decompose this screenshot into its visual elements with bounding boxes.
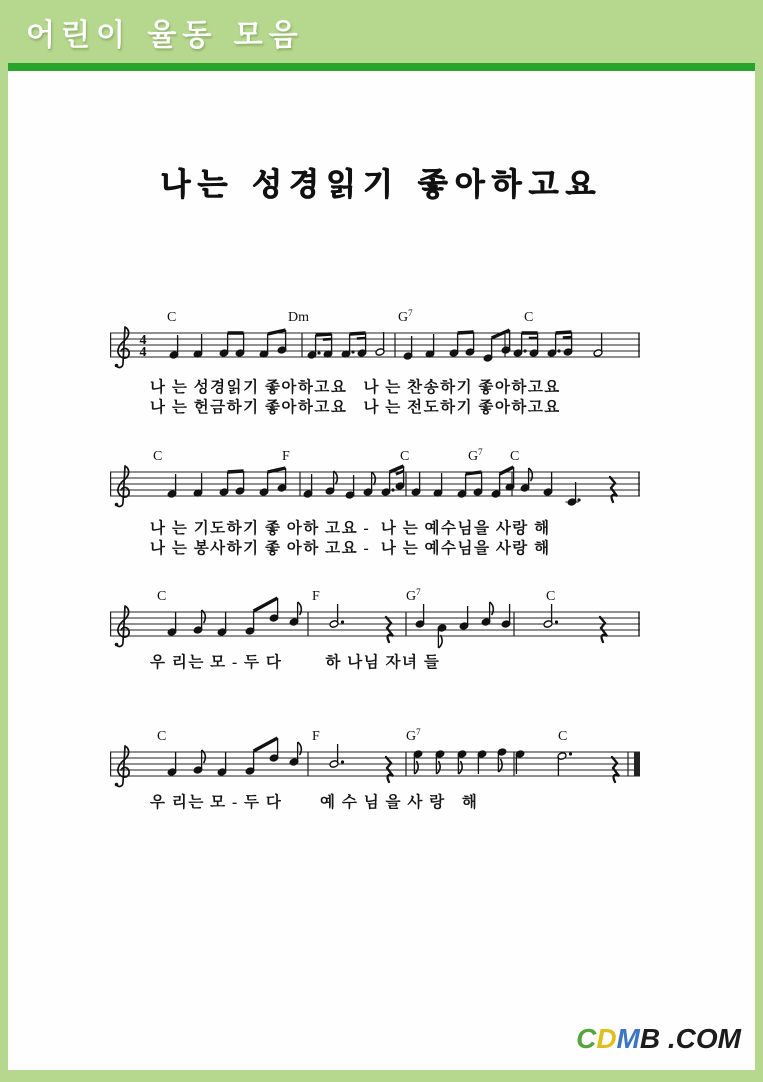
chord-label: C [400, 449, 410, 464]
song-title: 나는 성경읽기 좋아하고요 [160, 167, 603, 203]
logo-letter: M [616, 1023, 640, 1054]
lyrics-line: 나 는 봉사하기 좋 아하 고요 - 나 는 예수님을 사랑 해 [150, 540, 551, 557]
chord-label: C [510, 449, 520, 464]
logo-letter: C [576, 1023, 597, 1054]
logo-letter: D [596, 1023, 617, 1054]
lyrics-line: 나 는 기도하기 좋 아하 고요 - 나 는 예수님을 사랑 해 [150, 520, 551, 537]
lyrics-block-1 [150, 378, 561, 418]
staff-system-2 [110, 446, 650, 528]
chord-label: C [153, 449, 163, 464]
lyrics-block-4 [150, 793, 478, 813]
time-signature-top: 4 [139, 333, 147, 348]
staff-system-1 [110, 307, 650, 389]
chord-label: $G^7$ [406, 587, 421, 604]
header-bar [0, 0, 763, 63]
chord-label: C [157, 589, 167, 604]
lyrics-block-2 [150, 519, 551, 559]
chord-label: $G^7$ [398, 308, 413, 325]
lyrics-line: 나 는 헌금하기 좋아하고요 나 는 전도하기 좋아하고요 [150, 399, 561, 416]
lyrics-line: 우 리는 모 - 두 다 예 수 님 을 사 랑 해 [150, 794, 479, 811]
chord-label: C [546, 589, 556, 604]
chord-label: Dm [288, 310, 309, 325]
chord-label: C [524, 310, 534, 325]
chord-label: $G^7$ [468, 447, 483, 464]
cdmb-logo[interactable] [576, 1023, 741, 1055]
header-divider-bar [8, 63, 755, 71]
chord-label: C [157, 729, 167, 744]
chord-label: C [167, 310, 177, 325]
chord-label: F [312, 729, 320, 744]
logo-letter: B [639, 1023, 661, 1054]
chord-label: F [282, 449, 290, 464]
lyrics-block-3 [150, 653, 440, 673]
sheet-music-page [8, 71, 755, 1070]
time-signature-bottom: 4 [139, 345, 147, 360]
lyrics-line: 우 리는 모 - 두 다 하 나님 자녀 들 [150, 654, 441, 671]
chord-label: $G^7$ [406, 727, 421, 744]
lyrics-line: 나 는 성경읽기 좋아하고요 나 는 찬송하기 좋아하고요 [150, 379, 561, 396]
chord-label: F [312, 589, 320, 604]
logo-letter: .COM [660, 1023, 741, 1054]
chord-label: C [558, 729, 568, 744]
header-title: 어린이 율동 모음 [26, 18, 304, 53]
